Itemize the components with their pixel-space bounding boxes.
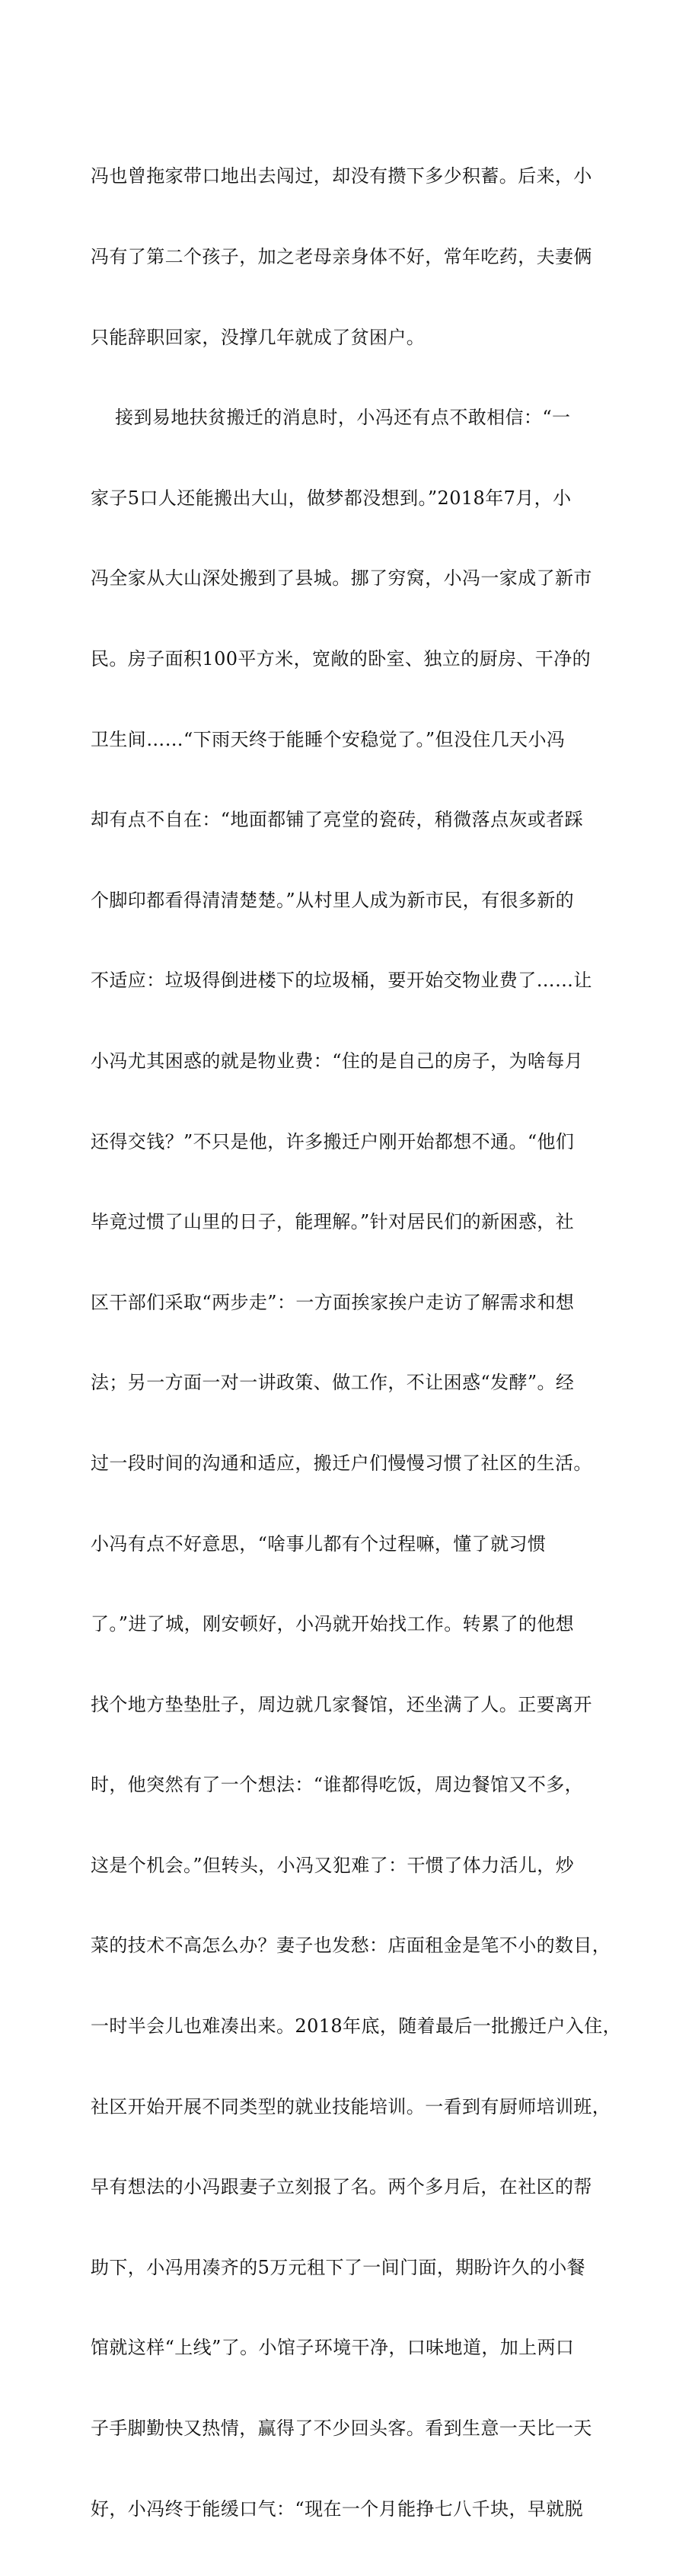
text-line-10: 个脚印都看得清清楚楚。”从村里人成为新市民，有很多新的 (91, 889, 575, 911)
text-line-4: 接到易地扶贫搬迁的消息时，小冯还有点不敢相信：“一 (91, 407, 571, 429)
text-line-25: 社区开始开展不同类型的就业技能培训。一看到有厨师培训班， (91, 2095, 611, 2117)
article-body (91, 110, 623, 2576)
text-line-5: 家子5口人还能搬出大山，做梦都没想到。”2018年7月，小 (91, 487, 572, 509)
text-line-7: 民。房子面积100平方米，宽敞的卧室、独立的厨房、干净的 (91, 647, 592, 670)
text-line-26: 早有想法的小冯跟妻子立刻报了名。两个多月后，在社区的帮 (91, 2176, 592, 2198)
text-line-15: 区干部们采取“两步走”：一方面挨家挨户走访了解需求和想 (91, 1291, 575, 1313)
text-line-2: 冯有了第二个孩子，加之老母亲身体不好，常年吃药，夫妻俩 (91, 246, 592, 267)
text-line-24: 一时半会儿也难凑出来。2018年底，随着最后一批搬迁户入住， (91, 2015, 622, 2037)
text-line-18: 小冯有点不好意思，“啥事儿都有个过程嘛，懂了就习惯 (91, 1532, 547, 1555)
text-line-8: 卫生间……“下雨天终于能睡个安稳觉了。”但没住几天小冯 (91, 728, 566, 750)
text-line-13: 还得交钱？”不只是他，许多搬迁户刚开始都想不通。“他们 (91, 1130, 575, 1152)
text-line-17: 过一段时间的沟通和适应，搬迁户们慢慢习惯了社区的生活。 (91, 1452, 592, 1474)
text-line-30: 好，小冯终于能缓口气：“现在一个月能挣七八千块，早就脱 (91, 2498, 584, 2520)
text-line-11: 不适应：垃圾得倒进楼下的垃圾桶，要开始交物业费了……让 (91, 970, 592, 992)
text-line-6: 冯全家从大山深处搬到了县城。挪了穷窝，小冯一家成了新市 (91, 567, 592, 590)
text-line-16: 法；另一方面一对一讲政策、做工作，不让困惑“发酵”。经 (91, 1372, 575, 1394)
text-line-28: 馆就这样“上线”了。小馆子环境干净，口味地道，加上两口 (91, 2337, 575, 2359)
text-line-22: 这是个机会。”但转头，小冯又犯难了：干惯了体力活儿，炒 (91, 1854, 575, 1876)
text-line-9: 却有点不自在：“地面都铺了亮堂的瓷砖，稍微落点灰或者踩 (91, 809, 584, 831)
text-line-21: 时，他突然有了一个想法：“谁都得吃饭，周边餐馆又不多， (91, 1774, 584, 1796)
text-line-23: 菜的技术不高怎么办？妻子也发愁：店面租金是笔不小的数目， (91, 1935, 611, 1957)
text-line-29: 子手脚勤快又热情，赢得了不少回头客。看到生意一天比一天 (91, 2418, 592, 2440)
text-line-19: 了。”进了城，刚安顿好，小冯就开始找工作。转累了的他想 (91, 1613, 575, 1635)
text-line-27: 助下，小冯用凑齐的5万元租下了一间门面，期盼许久的小餐 (91, 2256, 586, 2278)
text-line-1: 冯也曾拖家带口地出去闯过，却没有攒下多少积蓄。后来，小 (91, 165, 592, 187)
text-line-3: 只能辞职回家，没撑几年就成了贫困户。 (91, 326, 426, 348)
text-line-12: 小冯尤其困惑的就是物业费：“住的是自己的房子，为啥每月 (91, 1050, 584, 1072)
text-line-20: 找个地方垫垫肚子，周边就几家餐馆，还坐满了人。正要离开 (91, 1693, 592, 1715)
text-line-14: 毕竟过惯了山里的日子，能理解。”针对居民们的新困惑，社 (91, 1211, 575, 1233)
